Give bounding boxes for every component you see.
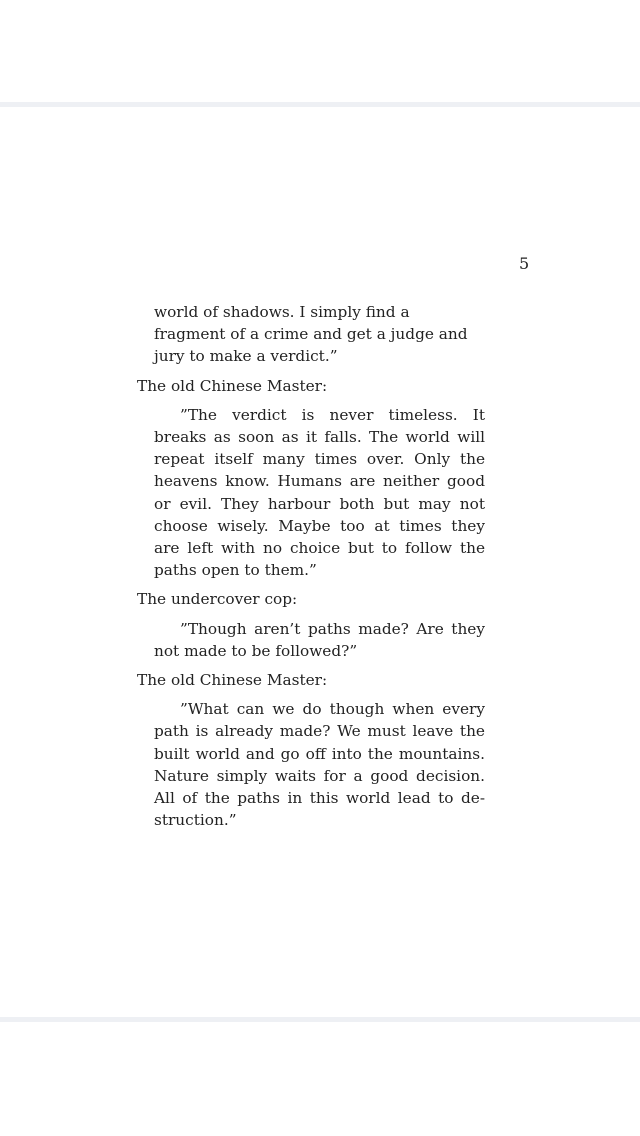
page-number: 5 (519, 254, 530, 273)
continuation-paragraph: world of shadows. I simply find a fragment of a crime and get a judge and jury to make a verdict.” (154, 303, 468, 366)
speaker-label: The old Chinese Master: (137, 376, 328, 395)
quote-paragraph: ”Though aren’t paths made? Are they not made to be followed?” (154, 619, 485, 660)
quote-paragraph: ”The verdict is never timeless. It breaks as soon as it falls. The world will repeat itself many times over. Only the heavens know. Humans are neither good or evil. They harbour both but may not choose wisely. Maybe too at times they are left with no choice but to follow the paths open to them.” (154, 405, 485, 580)
page-text (137, 301, 487, 831)
document-page (0, 107, 640, 1017)
page-separator (0, 1017, 640, 1022)
speaker-label: The undercover cop: (137, 590, 298, 609)
speaker-label: The old Chinese Master: (137, 671, 328, 690)
quote-paragraph: ”What can we do though when every path is already made? We must leave the built world and go off into the mountains. Nature simply waits for a good decision. All of the paths in this world lead to destruction.” (154, 700, 485, 830)
